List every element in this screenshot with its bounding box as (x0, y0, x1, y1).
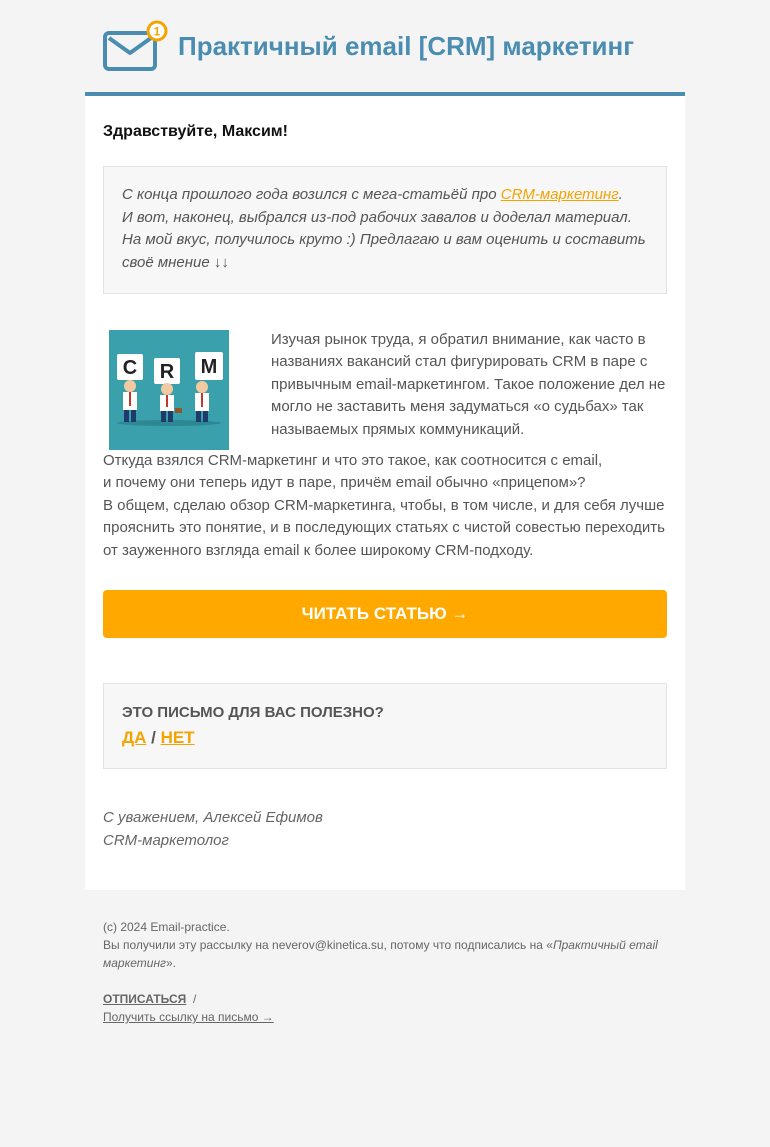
crm-letter-r: R (159, 360, 175, 383)
web-version-link[interactable]: Получить ссылку на письмо → (103, 1010, 274, 1025)
notice-text: Вы получили эту рассылку на neverov@kinetica.su, потому что подписались на « (103, 938, 553, 953)
feedback-question: ЭТО ПИСЬМО ДЛЯ ВАС ПОЛЕЗНО? (122, 704, 384, 722)
intro-text: С конца прошлого года возился с мега-статьёй про (122, 186, 501, 203)
feature-text: Изучая рынок труда, я обратил внимание, как часто в названиях вакансий стал фигурировать CRM в паре с привычным email-маркетингом. Такое положение дел не могло не заставить меня задуматься «о судьбах» так называемых прямых коммуникаций. (271, 330, 666, 438)
email-body (85, 96, 685, 890)
crm-illustration[interactable] (109, 330, 229, 450)
signature (103, 806, 667, 852)
newsletter-name: Практичный email маркетинг (103, 938, 658, 971)
greeting: Здравствуйте, Максим! (103, 123, 288, 140)
notice-text: ». (165, 956, 176, 971)
footer-links (103, 990, 667, 1008)
notification-badge: 1 (153, 24, 161, 39)
signature-name: С уважением, Алексей Ефимов (103, 809, 323, 827)
unsubscribe-link[interactable]: ОТПИСАТЬСЯ (103, 992, 187, 1007)
feedback-yes-link[interactable]: ДА (122, 728, 147, 748)
crm-letter-m: M (200, 355, 218, 378)
footer-separator: / (192, 992, 197, 1007)
intro-text: . (618, 186, 623, 203)
email-container (85, 0, 685, 1026)
intro-text: И вот, наконец, выбрался из-под рабочих завалов и доделал материал. (122, 208, 632, 226)
crm-letter-c: C (122, 356, 138, 379)
paragraph (103, 450, 667, 495)
paragraph-line: Откуда взялся CRM-маркетинг и что это такое, как соотносится с email, (103, 451, 603, 469)
feedback-answers (122, 727, 648, 749)
feedback-box (103, 683, 667, 769)
signature-role: CRM-маркетолог (103, 832, 229, 850)
intro-box (103, 166, 667, 294)
paragraph: В общем, сделаю обзор CRM-маркетинга, чтобы, в том числе, и для себя лучше прояснить это понятие, и в последующих статьях с чистой совестью переходить от зауженного взгляда email к более широкому CRM-подходу. (103, 496, 665, 559)
subscription-notice (103, 936, 667, 972)
envelope-icon (103, 20, 169, 74)
feedback-separator: / (146, 728, 161, 748)
email-footer (85, 890, 685, 1026)
newsletter-title: Практичный email [CRM] маркетинг (178, 30, 635, 61)
feedback-no-link[interactable]: НЕТ (160, 728, 195, 748)
paragraph-line: и почему они теперь идут в паре, причём email обычно «прицепом»? (103, 474, 586, 492)
feature-block (103, 329, 667, 450)
read-article-button[interactable]: ЧИТАТЬ СТАТЬЮ → (103, 590, 667, 638)
crm-marketing-link[interactable]: CRM-маркетинг (500, 186, 619, 203)
intro-text: На мой вкус, получилось круто :) Предлагаю и вам оценить и составить своё мнение ↓↓ (122, 231, 646, 272)
email-header (85, 0, 685, 96)
copyright: (c) 2024 Email-practice. (103, 920, 230, 935)
